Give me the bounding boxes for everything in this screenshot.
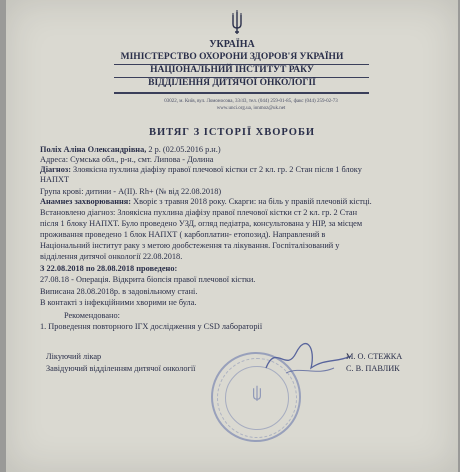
department-heading: ВІДДІЛЕННЯ ДИТЯЧОЇ ОНКОЛОГІЇ xyxy=(148,78,316,88)
diagnosis-label: Діагноз: xyxy=(40,165,71,174)
divider xyxy=(114,92,369,94)
patient-line xyxy=(40,145,221,155)
diagnosis-continuation: НАПХТ xyxy=(40,175,70,184)
diagnosis-line xyxy=(40,165,362,175)
treatment-text: Виписана 28.08.2018р. в задовільному стані. xyxy=(40,287,198,296)
anamnesis-text: Хворіє з травня 2018 року. Скарги: на біль у правій плечовій кістці. xyxy=(131,197,372,206)
anamnesis-label: Анамнез захворювання: xyxy=(40,197,132,206)
trident-emblem-icon xyxy=(230,10,244,36)
blood-label: Група крові: xyxy=(40,187,84,196)
department-head-name: С. В. ПАВЛИК xyxy=(346,364,400,373)
contact-line: www.unci.org.ua, ionmoz@uk.net xyxy=(216,106,286,111)
institute-heading: НАЦІОНАЛЬНИЙ ІНСТИТУТ РАКУ xyxy=(150,65,314,75)
recommendation-item: 1. Проведення повторного ІГХ дослідження у CSD лабораторії xyxy=(40,322,263,331)
ministry-heading: МІНІСТЕРСТВО ОХОРОНИ ЗДОРОВ'Я УКРАЇНИ xyxy=(120,52,344,62)
treatment-text: 27.08.18 - Операція. Відкрита біопсія правої плечової кістки. xyxy=(40,275,256,284)
blood-value: дитини - А(ІІ). Rh+ (№ від 22.08.2018) xyxy=(83,187,222,196)
attending-physician-role: Лікуючий лікар xyxy=(46,352,102,361)
blood-group-line xyxy=(40,187,221,197)
patient-name: Поліх Аліна Олександрівна, xyxy=(40,145,147,154)
official-stamp xyxy=(211,352,301,442)
anamnesis-text: проживання проведено 1 блок НАПХТ ( карбоплатин- етопозид). Направлений в xyxy=(40,230,326,239)
document-title: ВИТЯГ З ІСТОРІЇ ХВОРОБИ xyxy=(148,127,316,138)
anamnesis-text: відділення дитячої онкології 22.08.2018. xyxy=(40,252,183,261)
patient-age: 2 р. (02.05.2016 р.н.) xyxy=(146,145,221,154)
anamnesis-text: Встановлено діагноз: Злоякісна пухлина діафізу правої плечової кістки ст 2 кл. гр. 2 Стан xyxy=(40,208,358,217)
diagnosis-value: Злоякісна пухлина діафізу правої плечової кістки ст 2 кл. гр. 2 Стан після 1 блоку xyxy=(70,165,362,174)
attending-physician-name: М. О. СТЕЖКА xyxy=(346,352,403,361)
address-line: 03022, м. Київ, вул. Ломоносова, 33/43, тел. (044) 259-01-85, факс (044) 259-02-73 xyxy=(164,99,338,104)
anamnesis-line xyxy=(40,197,372,207)
treatment-text: В контакті з інфекційними хворими не була. xyxy=(40,298,197,307)
address-line xyxy=(40,155,214,165)
recommendations-label: Рекомендовано: xyxy=(64,311,120,320)
country-heading: УКРАЇНА xyxy=(209,39,255,50)
document-page xyxy=(6,0,458,472)
stamp-emblem-icon xyxy=(249,384,265,406)
address-value: Сумська обл., р-н., смт. Липова - Долина xyxy=(68,155,214,164)
treatment-period: З 22.08.2018 по 28.08.2018 проведено: xyxy=(40,264,178,273)
anamnesis-text: Національний інститут раку з метою дообстеження та лікування. Госпіталізований у xyxy=(40,241,340,250)
institution-address xyxy=(106,98,396,112)
address-label: Адреса: xyxy=(40,155,69,164)
department-head-role: Завідуючий відділенням дитячої онкології xyxy=(46,364,196,373)
anamnesis-text: після 1 блоку НАПХТ. Було проведено УЗД, огляд педіатра, консультована у НІР, за місцем xyxy=(40,219,363,228)
